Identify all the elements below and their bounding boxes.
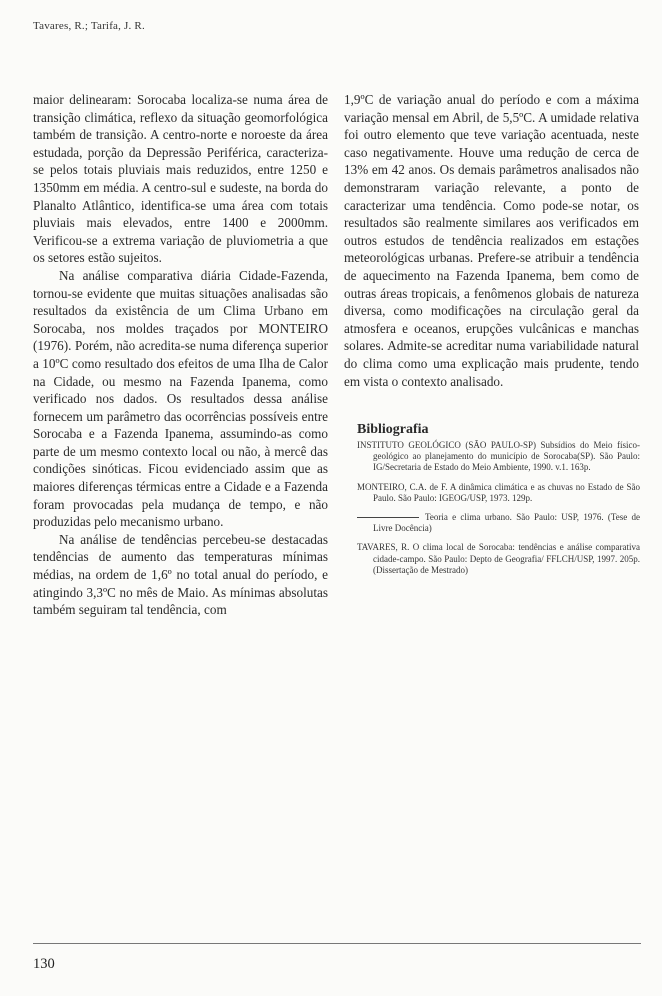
reference-text: INSTITUTO GEOLÓGICO (SÃO PAULO-SP) Subsídios do Meio físico-geológico ao planejamento do município de Sorocaba(SP). São Paulo: IG/Secretaria de Estado do Meio Ambiente, 1990. v.1. 163p. — [357, 440, 640, 473]
reference-item — [357, 482, 640, 504]
reference-text: TAVARES, R. O clima local de Sorocaba: tendências e análise comparativa cidade-campo. São Paulo: Depto de Geografia/ FFLCH/USP, 1997. 205p. (Dissertação de Mestrado) — [357, 542, 640, 575]
reference-text: MONTEIRO, C.A. de F. A dinâmica climática e as chuvas no Estado de São Paulo. São Paulo: IGEOG/USP, 1973. 129p. — [357, 481, 640, 503]
bibliography-section — [357, 422, 640, 584]
paragraph: Na análise de tendências percebeu-se destacadas tendências de aumento das temperaturas mínimas médias, na ordem de 1,6º no total anual do período, e atingindo 3,3ºC no mês de Maio. As mínimas absolutas também seguiram tal tendência, com — [33, 531, 328, 618]
footer-rule — [33, 943, 641, 944]
reference-item — [357, 512, 640, 534]
right-column — [344, 91, 639, 390]
paragraph: maior delinearam: Sorocaba localiza-se numa área de transição climática, reflexo da situação geomorfológica também de transição. A centro-norte e noroeste da área estudada, porção da Depressão Periférica, caracteriza-se pelos totais pluviais mais reduzidos, entre 1250 e 1350mm em média. A centro-sul e sudeste, na borda do Planalto Atlântico, identifica-se uma área com totais pluviais mais elevados, entre 1400 e 2000mm. Verificou-se a extrema variação de pluviometria a que os setores estão sujeitos. — [33, 92, 328, 266]
left-column — [33, 91, 328, 619]
paragraph: 1,9ºC de variação anual do período e com a máxima variação mensal em Abril, de 5,5ºC. A umidade relativa foi outro elemento que teve variação acentuada, neste caso negativamente. Houve uma redução de cerca de 13% em 42 anos. Os demais parâmetros analisados não demonstraram variação relevante, a ponto de caracterizar uma tendência. Como pode-se notar, os resultados são realmente similares aos verificados em outros estudos de tendência realizados em estações meteorológicas urbanas. Prefere-se atribuir a tendência de aquecimento na Fazenda Ipanema, bem como de outras áreas tropicais, a fenômenos globais de natureza diversa, como modificações na circulação geral da atmosfera e oceanos, erupções vulcânicas e manchas solares. Admite-se acreditar numa variabilidade natural do clima como uma explicação mais prudente, tendo em vista o contexto analisado. — [344, 92, 639, 389]
reference-item — [357, 440, 640, 474]
reference-text: Teoria e clima urbano. São Paulo: USP, 1976. (Tese de Livre Docência) — [373, 512, 640, 534]
page-number: 130 — [33, 956, 55, 972]
paragraph: Na análise comparativa diária Cidade-Fazenda, tornou-se evidente que muitas situações analisadas são resultados da existência de um Clima Urbano em Sorocaba, nos moldes traçados por MONTEIRO (1976). Porém, não acredita-se numa diferença superior a 10ºC como resultado dos efeitos de uma Ilha de Calor na Cidade, ou mesmo na Fazenda Ipanema, como verificado nos dados. Os resultados dessa análise fornecem um parâmetro das ocorrências possíveis entre Sorocaba e a Fazenda Ipanema, assumindo-as como parte de um mesmo contexto local ou não, à mercê das condições sinóticas. Ficou evidenciado assim que as maiores diferenças térmicas entre a Cidade e a Fazenda foram provocadas pela mudança de tempo, e não produzidas pelo mecanismo urbano. — [33, 267, 328, 530]
bibliography-heading: Bibliografia — [357, 422, 429, 437]
author-repeat-dash — [357, 517, 419, 518]
running-head: Tavares, R.; Tarifa, J. R. — [33, 20, 145, 32]
reference-item — [357, 542, 640, 576]
